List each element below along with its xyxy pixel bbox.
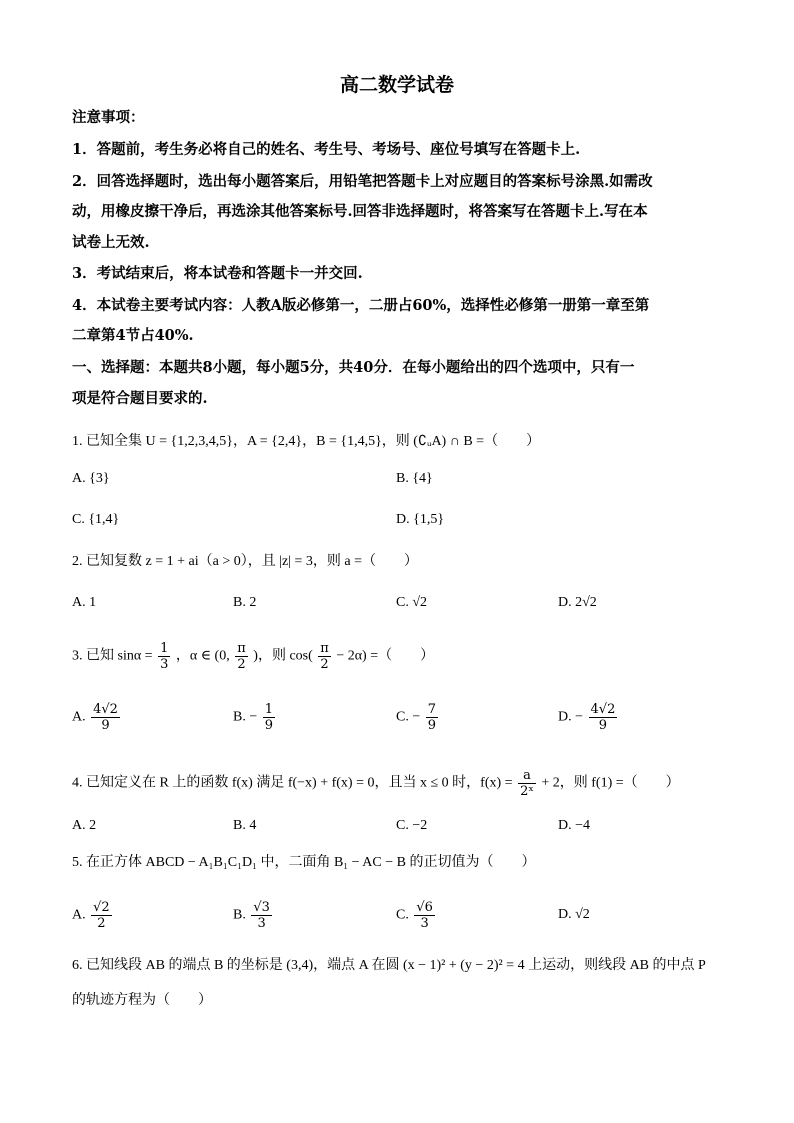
q3-option-c-num: 7 [427, 702, 437, 717]
q4-fraction [518, 768, 536, 799]
q5-option-c-den: 3 [420, 916, 429, 931]
q5-option-b-num: √3 [253, 900, 270, 915]
q4-stem [72, 768, 680, 799]
q3-option-d-fraction [589, 702, 618, 733]
q5-option-c-label: C. [396, 907, 409, 923]
page-title: 高二数学试卷 [339, 74, 454, 96]
q1-option-c: C. {1,4} [72, 512, 120, 527]
q4-stem-post: + 2，则 f(1) =（ ） [541, 775, 680, 791]
q5-option-c-fraction [414, 900, 435, 931]
q3-stem-mid2: )，则 cos( [253, 648, 313, 664]
notice-line-2: 2．回答选择题时，选出每小题答案后，用铅笔把答题卡上对应题目的答案标号涂黑.如需改 [72, 173, 653, 190]
q3-fraction-1 [158, 641, 170, 672]
notice-line-7: 二章第4节占40%. [72, 327, 194, 344]
q3-option-d-label: D. − [558, 709, 584, 725]
notice-heading: 注意事项： [72, 109, 145, 126]
notice-line-5: 3．考试结束后，将本试卷和答题卡一并交回. [72, 265, 363, 282]
q6-stem-line-1: 6. 已知线段 AB 的端点 B 的坐标是 (3,4)，端点 A 在圆 (x − 1)² + (y − 2)² = 4 上运动，则线段 AB 的中点 P [72, 958, 706, 973]
q3-option-b-den: 9 [264, 718, 274, 733]
q5-option-b-fraction [251, 900, 272, 931]
q3-fraction-2-den: 2 [237, 657, 246, 672]
q1-option-d: D. {1,5} [396, 512, 445, 527]
q5-option-b [233, 900, 274, 931]
q3-fraction-1-den: 3 [160, 657, 169, 672]
q5-option-d: D. √2 [558, 907, 590, 922]
q3-fraction-3-num: π [320, 641, 329, 656]
q3-option-b-label: B. − [233, 709, 258, 725]
q3-option-c [396, 702, 440, 733]
q1-option-b: B. {4} [396, 471, 433, 486]
q3-stem-pre: 3. 已知 sinα = [72, 648, 153, 664]
notice-line-1: 1．答题前，考生务必将自己的姓名、考生号、考场号、座位号填写在答题卡上. [72, 141, 581, 158]
q3-option-d [558, 702, 619, 733]
q6-stem-line-2: 的轨迹方程为（ ） [72, 993, 212, 1008]
q2-option-a: A. 1 [72, 595, 97, 610]
q3-stem-post: − 2α) =（ ） [336, 648, 435, 664]
q3-fraction-2-num: π [237, 641, 246, 656]
q3-option-b-fraction [263, 702, 275, 733]
q2-option-c: C. √2 [396, 595, 428, 610]
q3-fraction-2 [235, 641, 248, 672]
q4-option-d: D. −4 [558, 818, 591, 833]
q5-option-c-num: √6 [416, 900, 433, 915]
q3-option-a-den: 9 [101, 718, 110, 733]
q3-option-a-fraction [91, 702, 120, 733]
q3-option-a [72, 702, 122, 733]
q5-option-b-den: 3 [257, 916, 266, 931]
q2-stem: 2. 已知复数 z = 1 + ai（a > 0），且 |z| = 3，则 a =（ ） [72, 554, 419, 569]
q3-option-a-num: 4√2 [93, 702, 118, 717]
q4-option-c: C. −2 [396, 818, 428, 833]
section-heading-line-2: 项是符合题目要求的. [72, 390, 208, 407]
q2-option-b: B. 2 [233, 595, 257, 610]
section-heading-line-1: 一、选择题：本题共8小题，每小题5分，共40分．在每小题给出的四个选项中，只有一 [72, 359, 635, 376]
notice-line-3: 动，用橡皮擦干净后，再选涂其他答案标号.回答非选择题时，将答案写在答题卡上.写在本 [72, 203, 648, 220]
q5-option-a-den: 2 [97, 916, 106, 931]
q5-option-a-label: A. [72, 907, 86, 923]
q3-option-b [233, 702, 277, 733]
q3-option-d-den: 9 [598, 718, 608, 733]
q5-stem: 5. 在正方体 ABCD − A₁B₁C₁D₁ 中，二面角 B₁ − AC − B 的正切值为（ ） [72, 855, 536, 870]
q4-stem-pre: 4. 已知定义在 R 上的函数 f(x) 满足 f(−x) + f(x) = 0，且当 x ≤ 0 时，f(x) = [72, 775, 513, 791]
q2-option-d: D. 2√2 [558, 595, 597, 610]
notice-line-4: 试卷上无效. [72, 234, 150, 251]
q3-option-a-label: A. [72, 709, 86, 725]
q3-fraction-3 [318, 641, 331, 672]
q1-option-a: A. {3} [72, 471, 110, 486]
notice-line-6: 4．本试卷主要考试内容：人教A版必修第一，二册占60%，选择性必修第一册第一章至第 [72, 297, 650, 314]
q3-stem [72, 641, 434, 672]
q1-stem: 1. 已知全集 U = {1,2,3,4,5}，A = {2,4}，B = {1,4,5}，则 (∁ᵤA) ∩ B =（ ） [72, 434, 541, 449]
q3-fraction-1-num: 1 [160, 641, 169, 656]
q5-option-a-num: √2 [93, 900, 110, 915]
q3-option-b-num: 1 [264, 702, 274, 717]
q5-option-c [396, 900, 437, 931]
q3-fraction-3-den: 2 [320, 657, 329, 672]
q5-option-b-label: B. [233, 907, 246, 923]
q5-option-a [72, 900, 114, 931]
q4-fraction-num: a [518, 768, 536, 784]
q4-option-b: B. 4 [233, 818, 257, 833]
q3-option-c-label: C. − [396, 709, 421, 725]
q3-stem-mid: ，α ∈ (0, [175, 648, 230, 664]
q3-option-c-den: 9 [427, 718, 437, 733]
q4-fraction-den: 2ˣ [520, 784, 534, 799]
q5-option-a-fraction [91, 900, 112, 931]
q4-option-a: A. 2 [72, 818, 97, 833]
q3-option-d-num: 4√2 [590, 702, 616, 717]
q3-option-c-fraction [426, 702, 438, 733]
